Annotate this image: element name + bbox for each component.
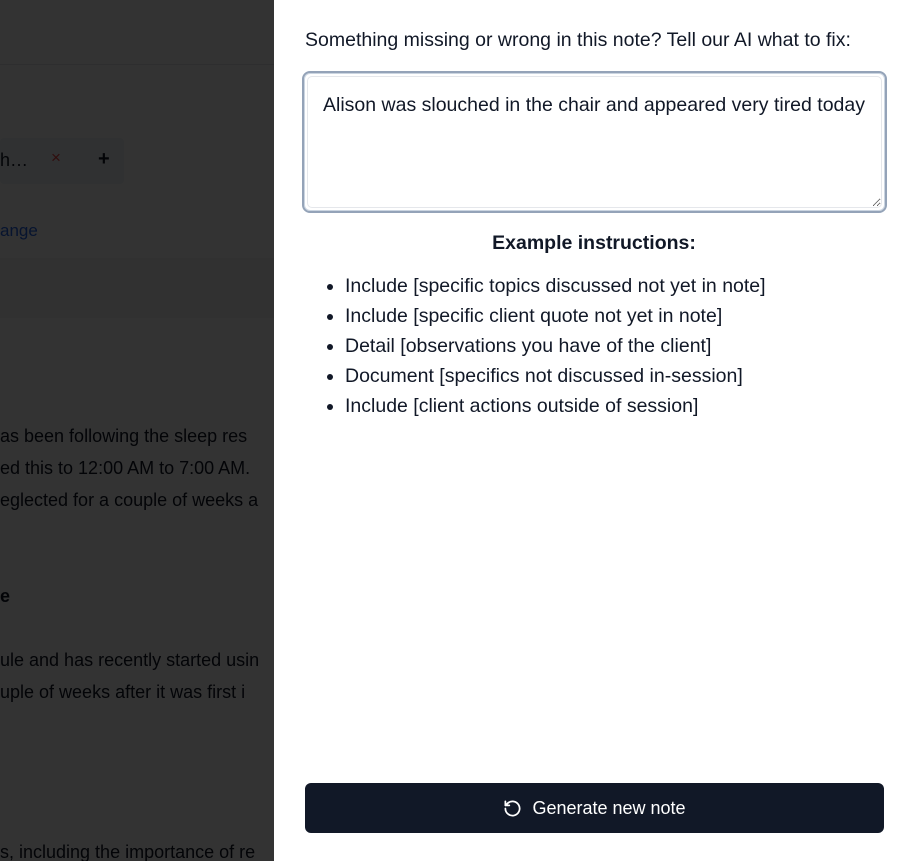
examples-title: Example instructions: bbox=[492, 232, 696, 254]
edit-note-panel bbox=[274, 0, 905, 861]
panel-prompt: Something missing or wrong in this note? Tell our AI what to fix: bbox=[305, 29, 851, 51]
generate-button-label: Generate new note bbox=[532, 797, 686, 818]
refresh-ccw-icon bbox=[503, 799, 522, 818]
modal-overlay[interactable] bbox=[0, 0, 274, 861]
instruction-input[interactable] bbox=[307, 76, 882, 208]
example-item: • Include [client actions outside of session] bbox=[345, 391, 766, 421]
generate-new-note-button[interactable] bbox=[305, 783, 884, 833]
example-item: • Document [specifics not discussed in-session] bbox=[345, 361, 766, 391]
example-item: • Include [specific client quote not yet in note] bbox=[345, 301, 766, 331]
example-item: • Detail [observations you have of the client] bbox=[345, 331, 766, 361]
example-item: • Include [specific topics discussed not yet in note] bbox=[345, 271, 766, 301]
examples-list bbox=[345, 271, 766, 421]
instruction-input-wrapper bbox=[302, 71, 887, 213]
